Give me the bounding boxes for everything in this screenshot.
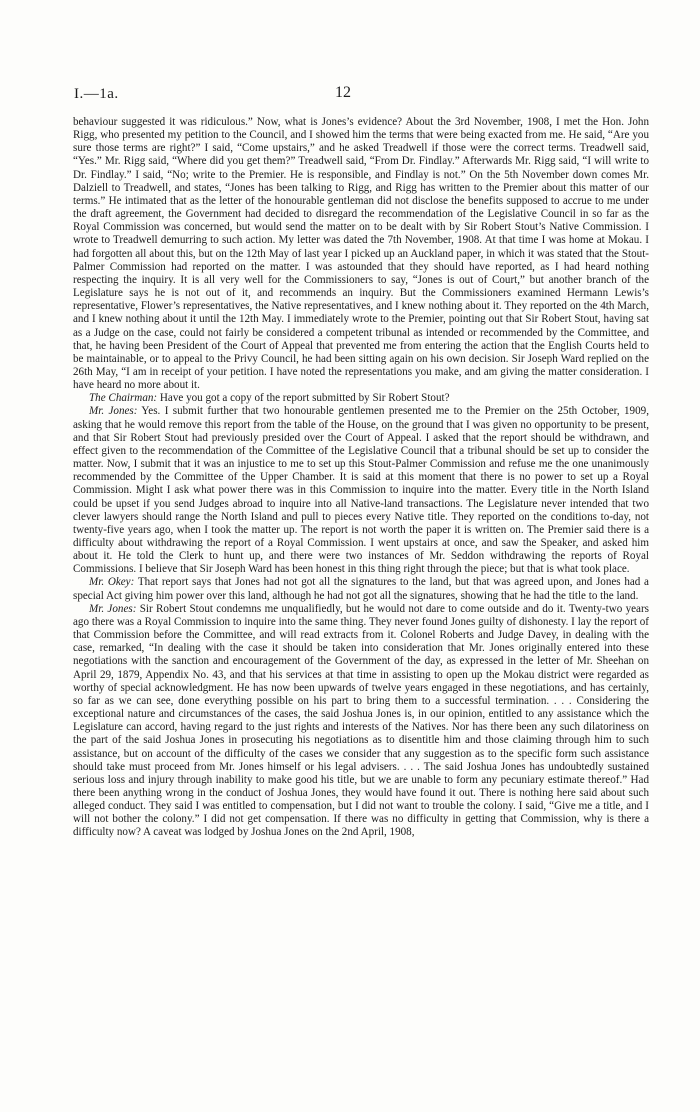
speaker-name: Mr. Jones: <box>89 602 137 615</box>
paragraph-text: That report says that Jones had not got all the signatures to the land, but that was agreed upon, and Jones had a special Act giving him power over this land, although he had not got all the signatures, showing that he had the title to the land. <box>73 576 649 602</box>
speaker-name: The Chairman: <box>89 392 158 405</box>
paragraph-text: Have you got a copy of the report submitted by Sir Robert Stout? <box>159 392 450 405</box>
paper-reference: I.—1a. <box>74 86 119 102</box>
speaker-name: Mr. Jones: <box>89 405 138 418</box>
body-text <box>73 116 649 840</box>
speaker-name: Mr. Okey: <box>89 576 135 589</box>
paragraph <box>73 116 649 392</box>
paragraph <box>73 576 649 602</box>
paragraph <box>73 405 649 576</box>
page-number: 12 <box>335 84 351 101</box>
paragraph-text: behaviour suggested it was ridiculous.” Now, what is Jones’s evidence? About the 3rd November, 1908, I met the Hon. John Rigg, who presented my petition to the Council, and I showed him the terms that were being exacted from me. He said, “Are you sure those terms are right?” I said, “Come upstairs,” and he asked Treadwell if those were the correct terms. Treadwell said, “Yes.” Mr. Rigg said, “Where did you get them?” Treadwell said, “From Dr. Findlay.” Afterwards Mr. Rigg said, “I will write to Dr. Findlay.” I said, “No; write to the Premier. He is responsible, and Findlay is not.” On the 5th November down comes Mr. Dalziell to Treadwell, and states, “Jones has been talking to Rigg, and Rigg has written to the Premier about this matter of our terms.” He intimated that as the letter of the honourable gentleman did not disclose the benefits supposed to accrue to me under the draft agreement, the Government had decided to disregard the recommendation of the Legislative Council in so far as the Royal Commission was concerned, but would send the matter on to be dealt with by Sir Robert Stout’s Native Commission. I wrote to Treadwell demurring to such action. My letter was dated the 7th November, 1908. At that time I was home at Mokau. I had forgotten all about this, but on the 12th May of last year I picked up an Auckland paper, in which it was stated that the Stout-Palmer Commission had reported on the matter. I was astounded that they should have reported, as I had heard nothing respecting the inquiry. It is all very well for the Commissioners to say, “Jones is out of Court,” but another branch of the Legislature says he is not out of it, and recommends an inquiry. But the Commissioners examined Hermann Lewis’s representative, Flower’s representatives, the Native representatives, and I knew nothing about it. They reported on the 4th March, and I knew nothing about it until the 12th May. I immediately wrote to the Premier, pointing out that Sir Robert Stout, having sat as a Judge on the case, could not fairly be considered a competent tribunal as intended or recommended by the Committee, and that, he having been President of the Court of Appeal that prevented me from entering the action that the English Courts held to be maintainable, or to appeal to the Privy Council, he had been sitting again on his own decision. Sir Joseph Ward replied on the 26th May, “I am in receipt of your petition. I have noted the representations you make, and am giving the matter consideration. I have heard no more about it. <box>73 116 649 392</box>
paragraph <box>73 392 649 405</box>
paragraph-text: Sir Robert Stout condemns me unqualifiedly, but he would not dare to come outside and do it. Twenty-two years ago there was a Royal Commission to inquire into the same thing. They never found Jones guilty of dishonesty. I lay the report of that Commission before the Committee, and will read extracts from it. Colonel Roberts and Judge Davey, in dealing with the case, remarked, “In dealing with the case it should be taken into consideration that Mr. Jones originally entered into these negotiations with the sanction and encouragement of the Government of the day, as expressed in the letter of Mr. Sheehan on April 29, 1879, Appendix No. 43, and that his services at that time in assisting to open up the Mokau district were regarded as worthy of special acknowledgment. He has now been upwards of twelve years engaged in these negotiations, and has certainly, so far as we can see, done everything possible on his part to bring them to a successful termination. . . . Considering the exceptional nature and circumstances of the cases, the said Joshua Jones is, in our opinion, entitled to any assistance which the Legislature can accord, having regard to the just rights and interests of the Natives. Nor has there been any such dilatoriness on the part of the said Joshua Jones in prosecuting his negotiations as to disentitle him and those claiming through him to such assistance, but on account of the difficulty of the cases we consider that any suggestion as to the specific form such assistance should take must proceed from Mr. Jones himself or his legal advisers. . . . The said Joshua Jones has undoubtedly sustained serious loss and injury through inability to make good his title, but we are unable to form any pecuniary estimate thereof.” Had there been anything wrong in the conduct of Joshua Jones, they would have found it out. There is nothing here said about such alleged conduct. They said I was entitled to compensation, but I did not want to trouble the colony. I said, “Give me a title, and I will not bother the colony.” I did not get compensation. If there was no difficulty in getting that Commission, why is there a difficulty now? A caveat was lodged by Joshua Jones on the 2nd April, 1908, <box>73 602 649 839</box>
paragraph <box>73 603 649 840</box>
paragraph-text: Yes. I submit further that two honourable gentlemen presented me to the Premier on the 25th October, 1909, asking that he would remove this report from the table of the House, on the ground that I was given no opportunity to be present, and that Sir Robert Stout had previously presided over the Court of Appeal. I asked that the report should be withdrawn, and effect given to the recommendation of the Committee of the Legislative Council that a tribunal should be set up to consider the matter. Now, I submit that it was an injustice to me to set up this Stout-Palmer Commission and refuse me the one unanimously recommended by the Committee of the Upper Chamber. It is said at this moment that there is no power to set up a Royal Commission. Might I ask what power there was in this Commission to inquire into the matter. Every title in the North Island could be upset if you send Judges abroad to inquire into all Native-land transactions. The Legislature never intended that two clever lawyers should range the North Island and pull to pieces every Native title. They reported on the conditions to-day, not twenty-five years ago, when I took the matter up. The report is not worth the paper it is written on. The Premier said there is a difficulty about withdrawing the report of a Royal Commission. I went upstairs at once, and saw the Speaker, and asked him about it. He told the Clerk to hunt up, and there were two instances of Mr. Seddon withdrawing the reports of Royal Commissions. I believe that Sir Joseph Ward has been honest in this thing right through the piece; but that is what took place. <box>73 405 649 576</box>
